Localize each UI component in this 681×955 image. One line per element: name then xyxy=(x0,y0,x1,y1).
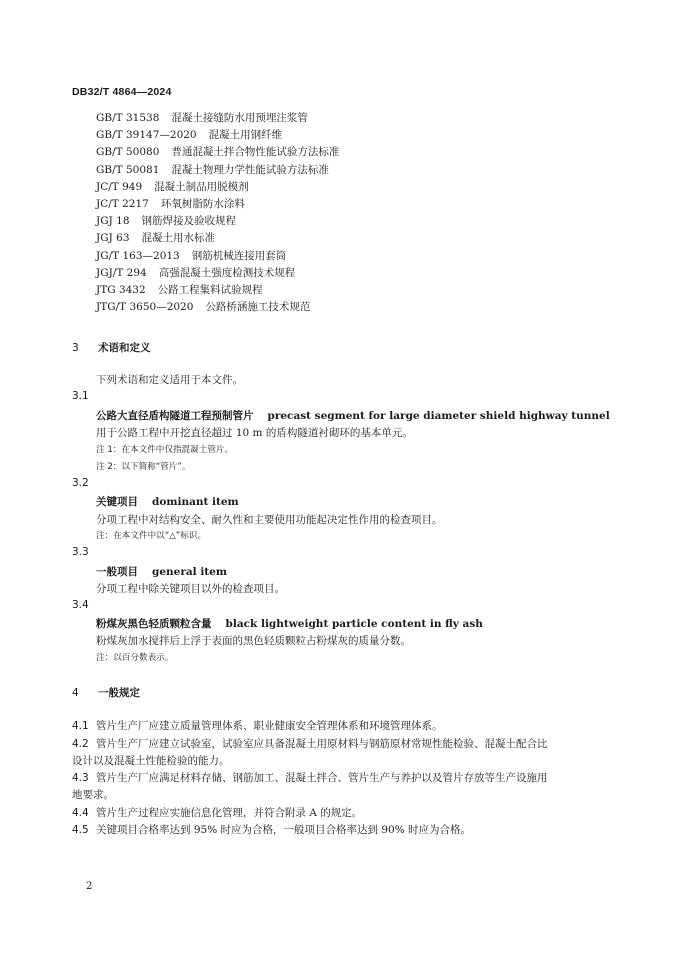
clause-text-continued: 设计以及混凝土性能检验的能力。 xyxy=(72,755,230,767)
clause-text: 管片生产厂应建立质量管理体系、职业健康安全管理体系和环境管理体系。 xyxy=(96,720,443,732)
reference-item xyxy=(96,162,339,179)
reference-title: 钢筋焊接及验收规程 xyxy=(141,215,237,228)
reference-code: GB/T 31538 xyxy=(96,112,160,124)
reference-item xyxy=(96,179,339,196)
clause-item xyxy=(72,805,362,820)
clause-item xyxy=(72,822,471,837)
term-definition: 分项工程中除关键项目以外的检查项目。 xyxy=(96,583,285,595)
standard-code-header: DB32/T 4864—2024 xyxy=(72,86,172,98)
term-title xyxy=(96,494,239,509)
reference-item xyxy=(96,282,339,299)
term-title xyxy=(96,408,610,423)
clause-text: 管片生产过程应实施信息化管理，并符合附录 A 的规定。 xyxy=(96,807,363,819)
reference-title: 混凝土制品用脱模剂 xyxy=(154,180,249,193)
term-english: precast segment for large diameter shield highway tunnel xyxy=(267,410,610,422)
reference-title: 环氧树脂防水涂料 xyxy=(160,197,245,210)
term-chinese: 一般项目 xyxy=(96,566,138,578)
clause-text-continued: 地要求。 xyxy=(72,789,114,801)
reference-item xyxy=(96,299,339,316)
section-heading-4 xyxy=(72,685,140,700)
term-number: 3.3 xyxy=(72,546,89,558)
clause-number: 4.3 xyxy=(72,772,89,784)
reference-item xyxy=(96,144,339,161)
reference-code: JGJ/T 294 xyxy=(96,266,147,279)
reference-title: 混凝土用水标准 xyxy=(141,232,216,245)
term-note: 注：以百分数表示。 xyxy=(96,653,174,663)
reference-item xyxy=(96,127,339,144)
section-intro: 下列术语和定义适用于本文件。 xyxy=(96,374,243,386)
term-number: 3.2 xyxy=(72,477,89,489)
reference-code: GB/T 39147—2020 xyxy=(96,129,197,142)
reference-title: 高强混凝土强度检测技术规程 xyxy=(158,266,296,279)
term-title xyxy=(96,564,227,579)
reference-title: 混凝土用钢纤维 xyxy=(208,129,283,142)
reference-title: 公路工程集料试验规程 xyxy=(157,283,263,296)
reference-item xyxy=(96,265,339,282)
reference-title: 混凝土接缝防水用预埋注浆管 xyxy=(171,112,308,124)
clause-number: 4.2 xyxy=(72,738,89,750)
reference-item xyxy=(96,248,339,265)
term-definition: 用于公路工程中开挖直径超过 10 m 的盾构隧道衬砌环的基本单元。 xyxy=(96,427,413,439)
reference-code: GB/T 50081 xyxy=(96,163,160,176)
clause-item xyxy=(72,770,548,785)
term-note: 注 1：在本文件中仅指混凝土管片。 xyxy=(96,445,234,455)
term-definition: 分项工程中对结构安全、耐久性和主要使用功能起决定性作用的检查项目。 xyxy=(96,514,443,526)
reference-code: GB/T 50080 xyxy=(96,146,160,159)
reference-code: JC/T 2217 xyxy=(96,197,149,210)
reference-code: JC/T 949 xyxy=(96,180,143,193)
normative-references-list xyxy=(96,110,339,316)
clause-number: 4.4 xyxy=(72,807,89,819)
section-title: 术语和定义 xyxy=(98,342,151,354)
reference-item xyxy=(96,110,339,127)
term-english: black lightweight particle content in fly ash xyxy=(225,618,483,630)
term-chinese: 粉煤灰黑色轻质颗粒含量 xyxy=(96,618,212,630)
term-chinese: 公路大直径盾构隧道工程预制管片 xyxy=(96,410,254,422)
reference-code: JTG/T 3650—2020 xyxy=(96,301,194,314)
term-english: general item xyxy=(152,566,227,578)
clause-number: 4.1 xyxy=(72,720,89,732)
clause-text: 关键项目合格率达到 95% 时应为合格，一般项目合格率达到 90% 时应为合格。 xyxy=(96,824,472,836)
section-heading-3 xyxy=(72,340,151,355)
reference-code: JTG 3432 xyxy=(96,283,146,296)
page-number: 2 xyxy=(86,881,93,892)
reference-title: 钢筋机械连接用套筒 xyxy=(191,249,287,262)
clause-item xyxy=(72,736,548,751)
term-number: 3.4 xyxy=(72,599,89,611)
clause-number: 4.5 xyxy=(72,824,89,836)
clause-text: 管片生产厂应满足材料存储、钢筋加工、混凝土拌合、管片生产与养护以及管片存放等生产设施用 xyxy=(96,772,548,784)
term-note: 注：在本文件中以“△”标识。 xyxy=(96,531,207,541)
term-definition: 粉煤灰加水搅拌后上浮于表面的黑色轻质颗粒占粉煤灰的质量分数。 xyxy=(96,635,411,647)
section-title: 一般规定 xyxy=(98,687,140,699)
reference-item xyxy=(96,213,339,230)
reference-title: 普通混凝土拌合物性能试验方法标准 xyxy=(171,146,340,159)
term-number: 3.1 xyxy=(72,390,89,402)
term-english: dominant item xyxy=(152,496,239,508)
term-chinese: 关键项目 xyxy=(96,496,138,508)
clause-item xyxy=(72,718,443,733)
section-number: 3 xyxy=(72,342,79,354)
term-title xyxy=(96,616,483,631)
clause-text: 管片生产厂应建立试验室，试验室应具备混凝土用原材料与钢筋原材常规性能检验、混凝土配合比 xyxy=(96,738,548,750)
reference-item xyxy=(96,230,339,247)
section-number: 4 xyxy=(72,687,79,699)
reference-code: JGJ 18 xyxy=(96,215,130,228)
reference-code: JGJ 63 xyxy=(96,232,130,245)
reference-code: JG/T 163—2013 xyxy=(96,249,180,262)
term-note: 注 2：以下简称“管片”。 xyxy=(96,462,191,472)
reference-title: 公路桥涵施工技术规范 xyxy=(205,301,311,314)
reference-title: 混凝土物理力学性能试验方法标准 xyxy=(171,163,329,176)
reference-item xyxy=(96,196,339,213)
